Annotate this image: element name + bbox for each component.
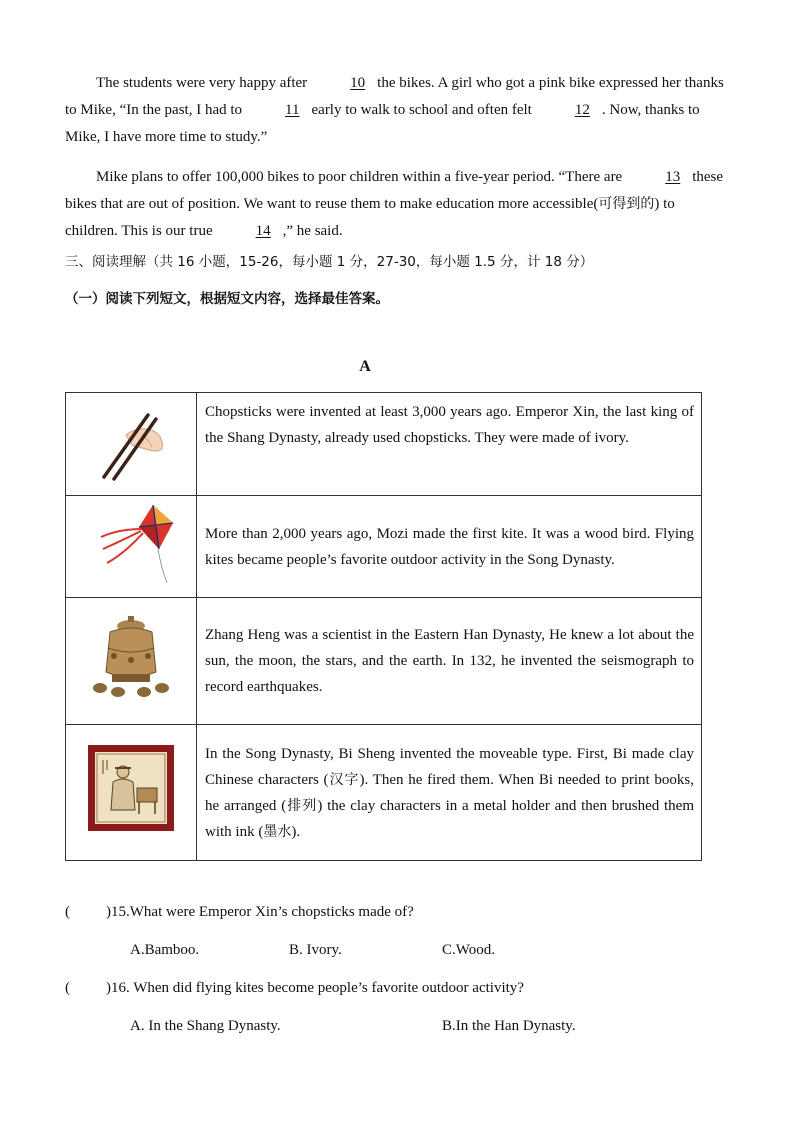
table-text-cell: [197, 725, 702, 861]
blank-11[interactable]: 11: [285, 102, 300, 118]
answer-close-paren: ): [106, 904, 111, 920]
passage-text: early to walk to school and often felt: [311, 102, 532, 118]
table-text: ) the clay characters in a metal holder and then brushed them with ink (: [205, 797, 695, 840]
answer-open-paren: (: [65, 904, 70, 920]
chinese-gloss: 汉字: [328, 771, 360, 788]
option-15-b[interactable]: B. Ivory.: [289, 942, 342, 958]
passage-paragraph-2: [65, 164, 730, 245]
table-row: [66, 598, 702, 725]
passage-text: . Now, thanks to Mike, I have more time to study.”: [65, 102, 700, 145]
table-image-cell: [66, 598, 197, 725]
option-15-c[interactable]: C.Wood.: [442, 942, 495, 958]
question-stem: 16. When did flying kites become people’s favorite outdoor activity?: [111, 980, 524, 996]
chinese-gloss: 可得到的: [598, 196, 655, 212]
bi-sheng-portrait-icon: [87, 744, 175, 832]
passage-text: the bikes. A girl who got a pink bike expressed her thanks to Mike, “In the past, I had to: [65, 75, 724, 118]
option-16-b[interactable]: B.In the Han Dynasty.: [442, 1018, 576, 1034]
table-text: ).: [291, 823, 301, 840]
table-image-cell: [66, 496, 197, 598]
passage-text: these bikes that are out of position. We want to reuse them to make education more accessible(: [65, 169, 724, 212]
answer-close-paren: ): [106, 980, 111, 996]
question-stem: 15.What were Emperor Xin’s chopsticks made of?: [111, 904, 414, 920]
table-text: In the Song Dynasty, Bi Sheng invented the moveable type. First, Bi made clay Chinese characters (: [205, 745, 694, 788]
passage-paragraph-1: [65, 70, 730, 151]
blank-10[interactable]: 10: [350, 75, 366, 91]
answer-open-paren: (: [65, 980, 70, 996]
table-row: [66, 496, 702, 598]
option-16-a[interactable]: A. In the Shang Dynasty.: [130, 1018, 281, 1034]
table-image-cell: [66, 393, 197, 496]
passage-text: ,” he said.: [282, 223, 343, 239]
table-text: ). Then he fired them. When Bi needed to print books, he arranged (: [205, 771, 694, 814]
inventions-table: [65, 392, 702, 861]
passage-text: Mike plans to offer 100,000 bikes to poor children within a five-year period. “There are: [96, 169, 623, 185]
table-text-cell: Chopsticks were invented at least 3,000 years ago. Emperor Xin, the last king of the Shang Dynasty, already used chopsticks. They were made of ivory.: [197, 393, 702, 496]
table-text-cell: More than 2,000 years ago, Mozi made the first kite. It was a wood bird. Flying kites became people’s favorite outdoor activity in the Song Dynasty.: [197, 496, 702, 598]
chinese-gloss: 排列: [286, 797, 318, 814]
table-text-cell: Zhang Heng was a scientist in the Eastern Han Dynasty, He knew a lot about the sun, the moon, the stars, and the earth. In 132, he invented the seismograph to record earthquakes.: [197, 598, 702, 725]
table-image-cell: [66, 725, 197, 861]
chopsticks-icon: [86, 395, 176, 485]
passage-text: The students were very happy after: [96, 75, 308, 91]
question-15: [65, 904, 414, 921]
option-15-a[interactable]: A.Bamboo.: [130, 942, 200, 958]
kite-icon: [81, 497, 181, 587]
question-16: [65, 980, 524, 997]
blank-12[interactable]: 12: [574, 102, 590, 118]
passage-a-title: A: [359, 358, 371, 375]
section-3-subtitle: （一）阅读下列短文，根据短文内容，选择最佳答案。: [65, 291, 389, 307]
chinese-gloss: 墨水: [263, 823, 292, 840]
blank-13[interactable]: 13: [665, 169, 681, 185]
section-3-title: 三、阅读理解（共 16 小题，15-26，每小题 1 分，27-30，每小题 1.5 分，计 18 分）: [65, 254, 594, 270]
table-row: [66, 725, 702, 861]
blank-14[interactable]: 14: [255, 223, 271, 239]
seismograph-icon: [86, 612, 176, 702]
table-row: [66, 393, 702, 496]
passage-text: ) to children. This is our true: [65, 196, 675, 239]
